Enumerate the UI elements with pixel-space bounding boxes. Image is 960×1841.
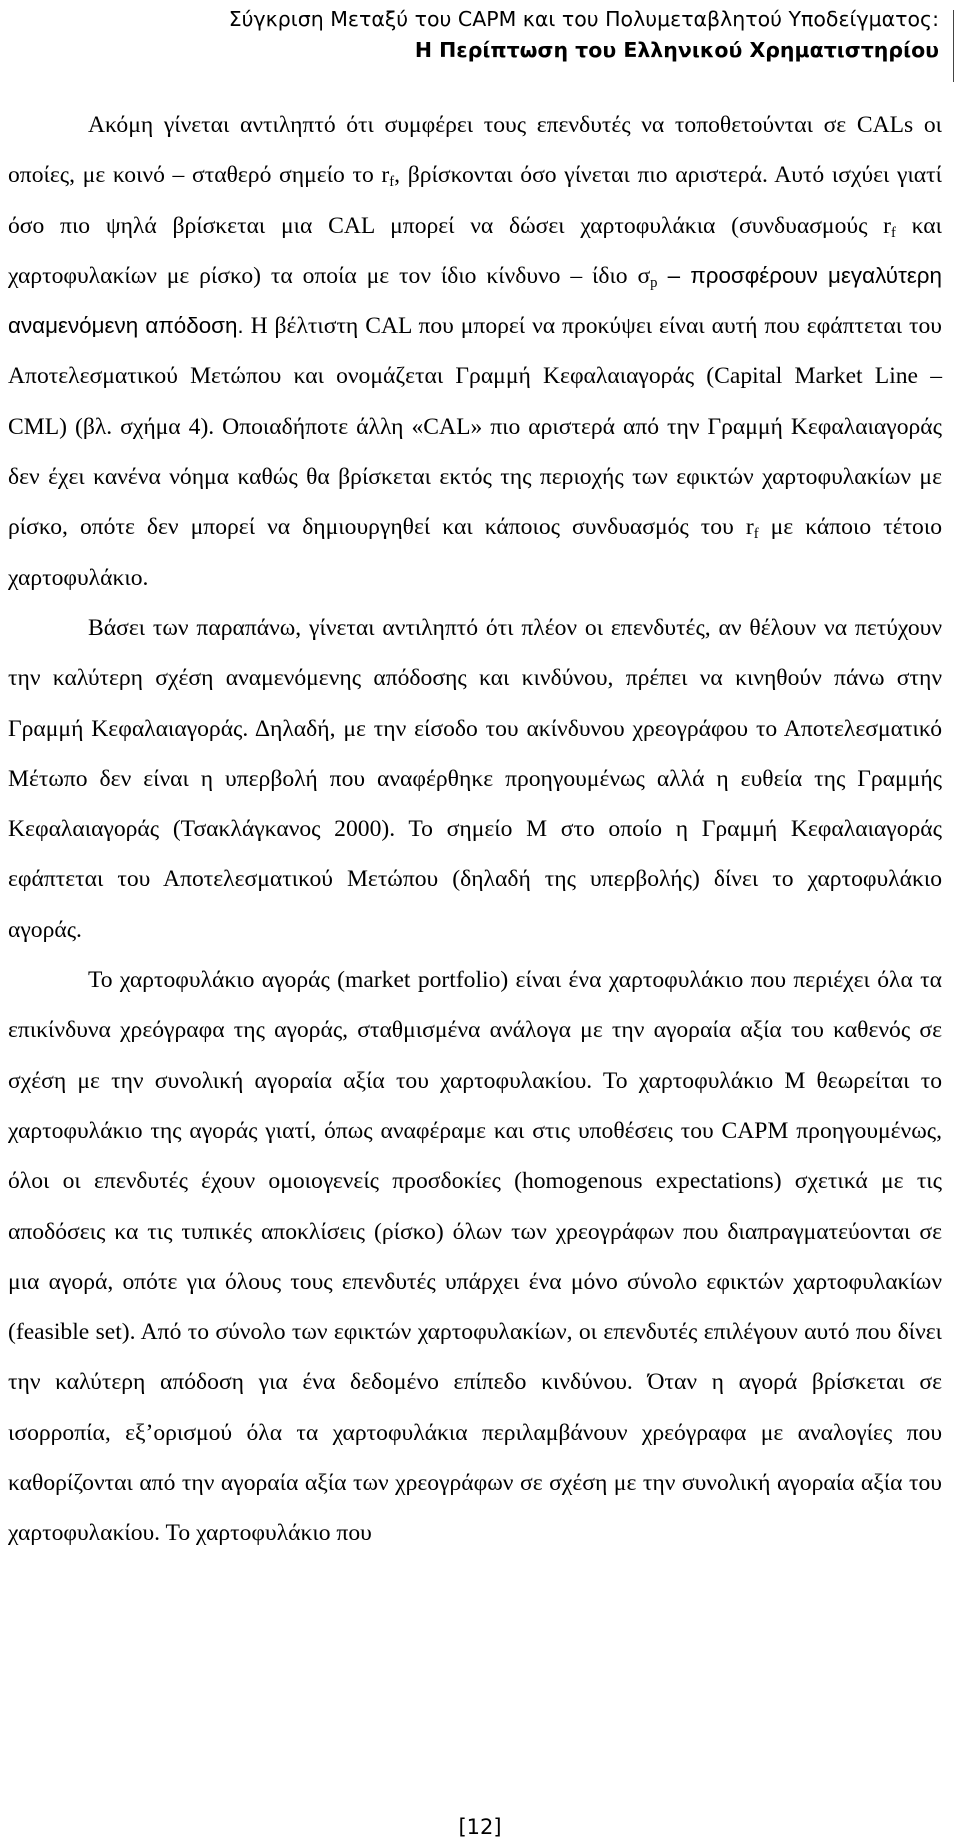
subscript-p: p (650, 274, 658, 291)
subscript-f: f (389, 174, 395, 191)
text-run: με κάποιο τέτοιο χαρτοφυλάκιο. (8, 514, 942, 591)
header-title-line: Σύγκριση Μεταξύ του CAPM και του Πολυμεταβλητού Υποδείγματος: (228, 7, 939, 31)
text-run: και χαρτοφυλακίων με ρίσκο) τα οποία με τον ίδιο κίνδυνο – ίδιο σ (8, 212, 942, 289)
paragraph-market-portfolio: Το χαρτοφυλάκιο αγοράς (market portfolio) είναι ένα χαρτοφυλάκιο που περιέχει όλα τα επικίνδυνα χρεόγραφα της αγοράς, σταθμισμένα ανάλογα με την αγοραία αξία του καθενός σε σχέση με την συνολική αγοραία αξία του χαρτοφυλακίου. Το χαρτοφυλάκιο Μ θεωρείται το χαρτοφυλάκιο της αγοράς γιατί, όπως αναφέραμε και στις υποθέσεις του CAPM προηγουμένως, όλοι οι επενδυτές έχουν ομοιογενείς προσδοκίες (homogenous expectations) σχετικά με τις αποδόσεις κα τις τυπικές αποκλίσεις (ρίσκο) όλων των χρεογράφων που διαπραγματεύονται σε μια αγορά, οπότε για όλους τους επενδυτές υπάρχει ένα μόνο σύνολο εφικτών χαρτοφυλακίων (feasible set). Από το σύνολο των εφικτών χαρτοφυλακίων, οι επενδυτές επιλέγουν αυτό που δίνει την καλύτερη απόδοση για ένα δεδομένο επίπεδο κινδύνου. Όταν η αγορά βρίσκεται σε ισορροπία, εξ’ορισμού όλα τα χαρτοφυλάκια περιλαμβάνουν χρεόγραφα με αναλογίες που καθορίζονται από την αγοραία αξία των χρεογράφων σε σχέση με την συνολική αγοραία αξία του χαρτοφυλακίου. Το χαρτοφυλάκιο που (8, 967, 942, 1547)
subscript-f: f (891, 224, 896, 241)
header-vertical-rule (953, 10, 954, 82)
text-run: Η βέλτιστη CAL που μπορεί να προκύψει είναι αυτή που εφάπτεται του Αποτελεσματικού Μετώπου και ονομάζεται Γραμμή Κεφαλαιαγοράς (Capital Market Line – CML) (βλ. σχήμα 4). Οποιαδήποτε άλλη «CAL» πιο αριστερά από την Γραμμή Κεφαλαιαγοράς δεν έχει κανένα νόημα καθώς θα βρίσκεται εκτός της περιοχής των εφικτών χαρτοφυλακίων με ρίσκο, οπότε δεν μπορεί να δημιουργηθεί και κάποιος συνδυασμός του r (8, 313, 942, 541)
page-number: [12] (458, 1815, 502, 1839)
paragraph-cal-tangency (8, 100, 942, 603)
text-run: , βρίσκονται όσο γίνεται πιο αριστερά. Αυτό ισχύει γιατί όσο πιο ψηλά βρίσκεται μια CAL μπορεί να δώσει χαρτοφυλάκια (συνδυασμούς r (8, 162, 942, 239)
subscript-f: f (753, 526, 759, 543)
text-run: Ακόμη γίνεται αντιληπτό ότι συμφέρει τους επενδυτές να τοποθετούνται σε CALs οι οποίες, με κοινό – σταθερό σημείο το r (8, 112, 942, 189)
paragraph-capital-market-line: Βάσει των παραπάνω, γίνεται αντιληπτό ότι πλέον οι επενδυτές, αν θέλουν να πετύχουν την καλύτερη σχέση αναμενόμενης απόδοσης και κινδύνου, πρέπει να κινηθούν πάνω στην Γραμμή Κεφαλαιαγοράς. Δηλαδή, με την είσοδο του ακίνδυνου χρεογράφου το Αποτελεσματικό Μέτωπο δεν είναι η υπερβολή που αναφέρθηκε προηγουμένως αλλά η ευθεία της Γραμμής Κεφαλαιαγοράς (Τσακλάγκανος 2000). Το σημείο Μ στο οποίο η Γραμμή Κεφαλαιαγοράς εφάπτεται του Αποτελεσματικού Μετώπου (δηλαδή της υπερβολής) δίνει το χαρτοφυλάκιο αγοράς. (8, 614, 942, 943)
header-subtitle-line: Η Περίπτωση του Ελληνικού Χρηματιστηρίου (414, 38, 939, 62)
body-text (8, 100, 942, 1559)
text-run-sans: – προσφέρουν μεγαλύτερη αναμενόμενη απόδοση. (8, 262, 942, 339)
running-header (39, 4, 939, 66)
